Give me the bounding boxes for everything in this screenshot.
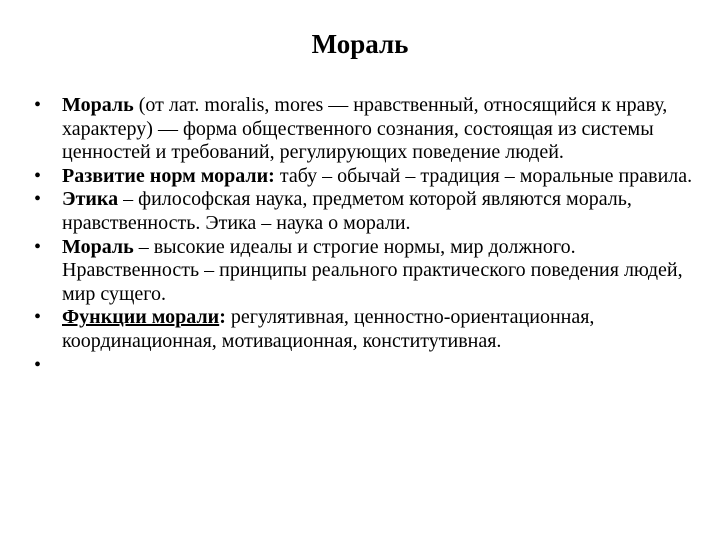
bullet-item-ethics [34,188,694,235]
bullet-marker: • [34,235,42,258]
bullet-item-morality-vs-ethics [34,236,694,307]
bullet-marker: • [34,353,42,376]
bullet-marker: • [34,306,42,329]
bullet-item-morality-definition [34,94,694,165]
bullet-item-empty [34,354,694,378]
term-morality: Мораль [62,94,134,116]
term-norms-development: Развитие норм морали: [62,164,275,187]
morality-ideals-text: – высокие идеалы и строгие нормы, мир должного. Нравственность – принципы реального практического поведения людей, мир сущего. [62,235,683,305]
ethics-text: – философская наука, предметом которой являются мораль, нравственность. Этика – наука о морали. [62,188,632,234]
bullet-list [34,94,694,378]
definition-text: (от лат. moralis, mores — нравственный, относящийся к нраву, характеру) — форма общественного сознания, состоящая из системы ценностей и требований, регулирующих поведение людей. [62,94,668,164]
bullet-item-norms-development [34,165,694,189]
bullet-marker: • [34,164,42,187]
norms-development-text: табу – обычай – традиция – моральные правила. [274,164,693,187]
term-morality-ideals: Мораль [62,235,134,258]
bullet-marker: • [34,188,42,211]
bullet-marker: • [34,94,42,116]
term-functions: Функции морали [62,306,220,329]
term-functions-colon: : [219,306,226,329]
bullet-item-functions [34,306,694,353]
slide-title: Мораль [311,29,409,59]
term-ethics: Этика [62,188,119,211]
functions-text: регулятивная, ценностно-ориентационная, координационная, мотивационная, конститутивная. [62,306,595,352]
